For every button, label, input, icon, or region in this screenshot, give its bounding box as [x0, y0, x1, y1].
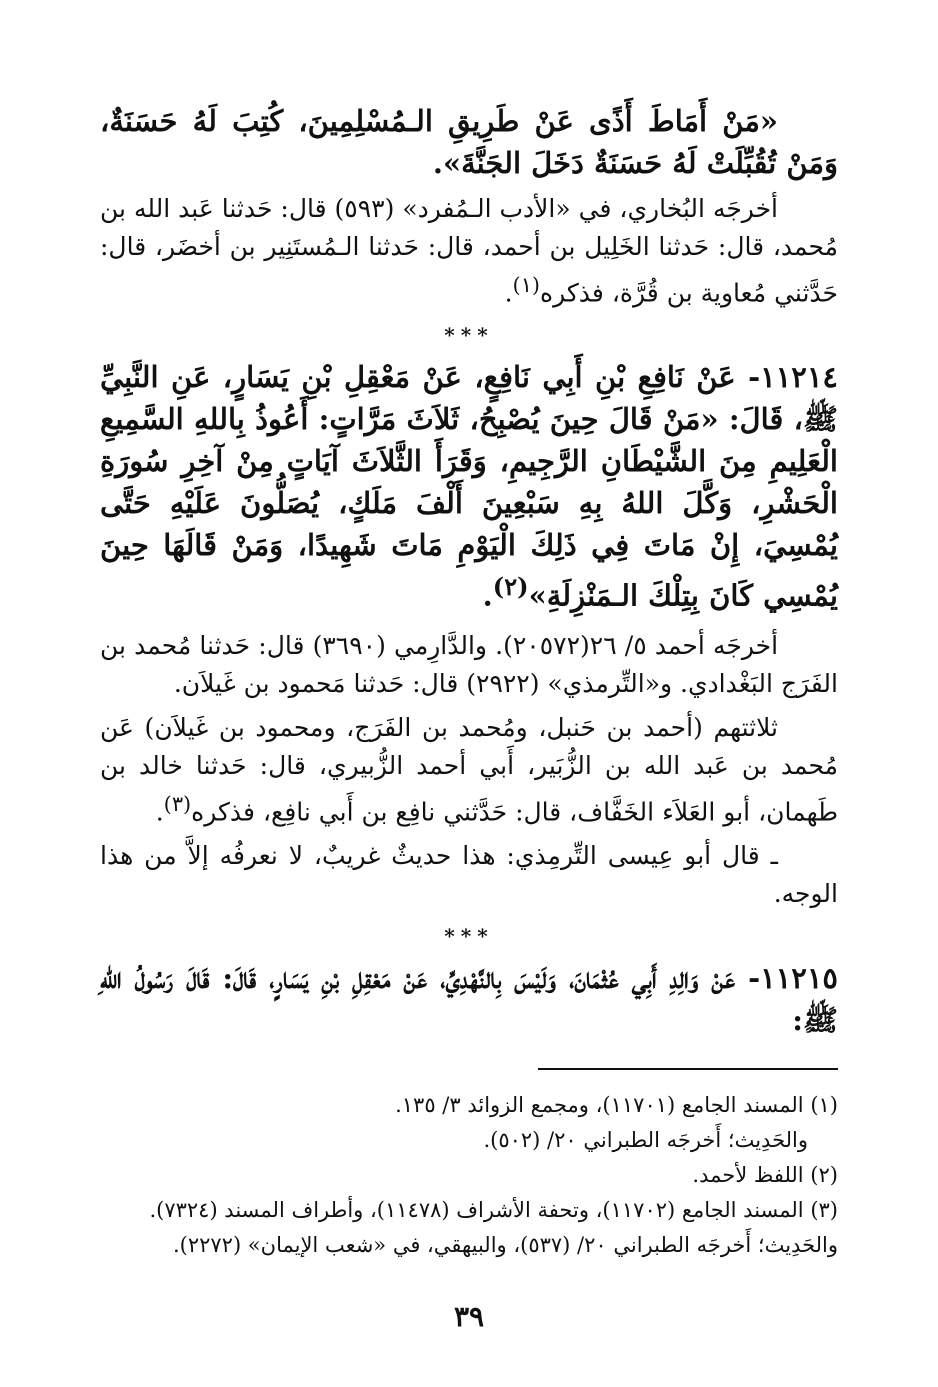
period: .: [504, 278, 513, 308]
main-text: [100, 100, 838, 1041]
footnote-1-continuation: والحَدِيث؛ أَخرجَه الطبراني ٢٠/ (٥٠٢).: [483, 1128, 808, 1152]
takhrij-paragraph: [100, 709, 838, 831]
footnote-2: (٢) اللفظ لأحمد.: [692, 1163, 838, 1187]
takhrij-text: ثلاثتهم (أحمد بن حَنبل، ومُحمد بن الفَرَج، ومحمود بن غَيلاَن) عَن مُحمد بن عَبد الله بن الزُّبَير، أَبي أحمد الزُّبيري، قال: حَدثنا خالد بن طَهمان، أبو العَلاَء الخَفَّاف، قال: حَدَّثني نافِع بن أَبي نافِع، فذكره: [100, 712, 838, 827]
footnote-ref-3[interactable]: (٣): [163, 791, 192, 816]
period: .: [482, 578, 493, 613]
footnotes: [100, 1088, 838, 1263]
section-separator: ***: [444, 323, 494, 348]
footnote-divider: [538, 1068, 838, 1070]
period: .: [155, 797, 164, 827]
takhrij-text: أخرجَه البُخاري، في «الأدب الـمُفرد» (٥٩٣) قال: حَدثنا عَبد الله بن مُحمد، قال: حَدثنا الخَلِيل بن أحمد، قال: حَدثنا الـمُستَنِير بن أخضَر، قال: حَدَّثني مُعاوية بن قُرَّة، فذكره: [100, 194, 838, 308]
section-separator: ***: [444, 924, 494, 949]
hadith-11214: [100, 356, 838, 617]
hadith-text-continuation: «مَنْ أَمَاطَ أَذًى عَنْ طَرِيقِ الـمُسْلِمِينَ، كُتِبَ لَهُ حَسَنَةٌ، وَمَنْ تُقُبِّلَتْ لَهُ حَسَنَةٌ دَخَلَ الجَنَّةَ».: [100, 104, 838, 180]
footnote-1: (١) المسند الجامع (١١٧٠١)، ومجمع الزوائد ٣/ ١٣٥.: [395, 1093, 838, 1117]
footnote-3: (٣) المسند الجامع (١١٧٠٢)، وتحفة الأشراف (١١٤٧٨)، وأطراف المسند (٧٣٢٤).: [149, 1198, 838, 1222]
footnote-3-continuation: والحَدِيث؛ أَخرجَه الطبراني ٢٠/ (٥٣٧)، والبيهقي، في «شعب الإيمان» (٢٢٧٢).: [172, 1233, 838, 1257]
hadith-number: ١١٢١٥-: [748, 961, 838, 996]
footnote-ref-1[interactable]: (١): [512, 273, 541, 297]
hadith-body: عَنْ نَافِعِ بْنِ أَبِي نَافِعٍ، عَنْ مَعْقِلِ بْنِ يَسَارٍ، عَنِ النَّبِيِّ ﷺ، قَالَ: «مَنْ قَالَ حِينَ يُصْبِحُ، ثَلاَثَ مَرَّاتٍ: أَعُوذُ بِاللهِ السَّمِيعِ الْعَلِيمِ مِنَ الشَّيْطَانِ الرَّجِيمِ، وَقَرَأَ الثَّلاَثَ آيَاتٍ مِنْ آخِرِ سُورَةِ الْحَشْرِ، وَكَّلَ اللهُ بِهِ سَبْعِينَ أَلْفَ مَلَكٍ، يُصَلُّونَ عَلَيْهِ حَتَّى يُمْسِيَ، إِنْ مَاتَ فِي ذَلِكَ الْيَوْمِ مَاتَ شَهِيدًا، وَمَنْ قَالَهَا حِينَ يُمْسِي كَانَ بِتِلْكَ الـمَنْزِلَةِ»: [100, 360, 838, 613]
hadith-11215: [100, 957, 838, 1041]
hadith-body: عَنْ وَالِدِ أَبِي عُثْمَانَ، وَلَيْسَ بِالنَّهْدِيِّ، عَنْ مَعْقِلِ بْنِ يَسَارٍ، قَالَ: قَالَ رَسُولُ اللهِ ﷺ:: [100, 961, 838, 1038]
tirmidhi-comment: ـ قال أبو عِيسى التِّرمِذي: هذا حديثٌ غريبٌ، لا نعرفُه إلاَّ من هذا الوجه.: [100, 841, 838, 909]
footnote-ref-2[interactable]: (٢): [492, 572, 529, 602]
page-number: ٣٩: [453, 1300, 485, 1333]
takhrij-paragraph: أخرجَه أحمد ٥/ ٢٦(٢٠٥٧٢). والدَّارِمي (٣٦٩٠) قال: حَدثنا مُحمد بن الفَرَج البَغْدادي. و«التِّرمذي» (٢٩٢٢) قال: حَدثنا مَحمود بن غَيلاَن.: [100, 630, 838, 698]
takhrij-paragraph: [100, 190, 838, 312]
hadith-number: ١١٢١٤-: [748, 360, 838, 395]
